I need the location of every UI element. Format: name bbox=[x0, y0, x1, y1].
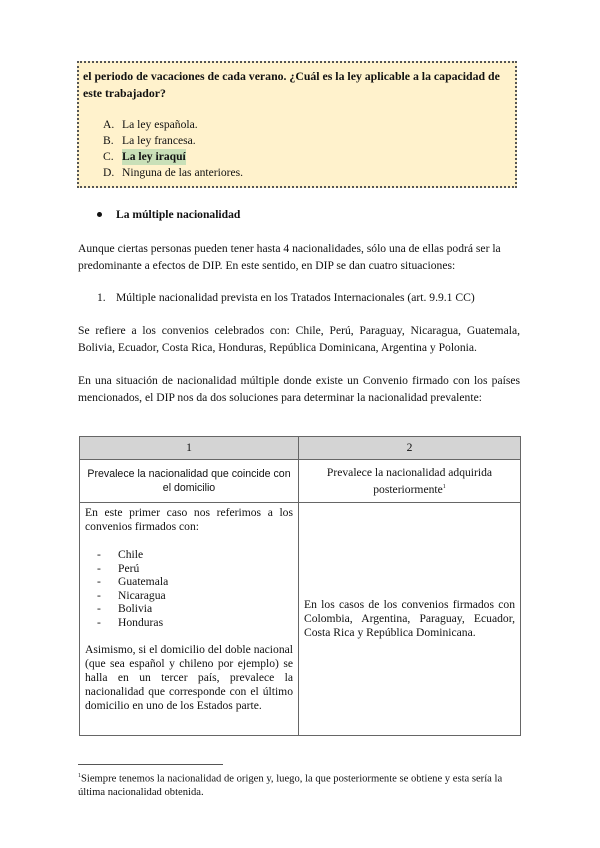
left-cell bbox=[80, 503, 299, 736]
item-text: Múltiple nacionalidad prevista en los Tratados Internacionales (art. 9.9.1 CC) bbox=[116, 291, 475, 304]
left-cell-closing: Asimismo, si el domicilio del doble nacional (que sea español y chileno por ejemplo) se halla en un tercer país, prevalece la nacionalidad que corresponde con el último domicilio en uno de los Estados parte. bbox=[85, 643, 293, 712]
option-label: La ley francesa. bbox=[122, 134, 196, 147]
footnote-number: 1 bbox=[78, 773, 81, 779]
table-header-row bbox=[80, 437, 521, 460]
option-b bbox=[103, 133, 510, 149]
right-cell-text: En los casos de los convenios firmados con Colombia, Argentina, Paraguay, Ecuador, Costa Rica y República Dominicana. bbox=[304, 598, 515, 639]
subheader-cell-2 bbox=[299, 460, 521, 503]
list-item: - Bolivia bbox=[97, 602, 153, 615]
question-box bbox=[77, 61, 517, 188]
section-heading-text: La múltiple nacionalidad bbox=[116, 208, 241, 221]
header-cell-2: 2 bbox=[299, 437, 521, 460]
left-cell-intro: En este primer caso nos referimos a los convenios firmados con: bbox=[85, 506, 293, 533]
option-a bbox=[103, 117, 510, 133]
question-text: el periodo de vacaciones de cada verano. ¿Cuál es la ley aplicable a la capacidad de este trabajador? bbox=[83, 69, 500, 100]
comparison-table bbox=[79, 436, 521, 736]
list-item: - Perú bbox=[97, 561, 140, 575]
country-list bbox=[85, 548, 293, 629]
list-item: - Honduras bbox=[97, 615, 164, 629]
option-label-highlighted: La ley iraquí bbox=[122, 150, 186, 163]
option-label: La ley española. bbox=[122, 118, 198, 131]
footnote-text: Siempre tenemos la nacionalidad de origen y, luego, la que posteriormente se obtiene y esta sería la última nacionalidad obtenida. bbox=[78, 773, 503, 798]
intro-paragraph: Aunque ciertas personas pueden tener hasta 4 nacionalidades, sólo una de ellas podrá ser la predominante a efectos de DIP. En este sentido, en DIP se dan cuatro situaciones: bbox=[78, 242, 501, 272]
option-c bbox=[103, 149, 510, 165]
option-label: Ninguna de las anteriores. bbox=[122, 166, 244, 179]
soluciones-paragraph: En una situación de nacionalidad múltiple donde existe un Convenio firmado con los países mencionados, el DIP nos da dos soluciones para determinar la nacionalidad prevalente: bbox=[78, 374, 520, 404]
header-cell-1: 1 bbox=[80, 437, 299, 460]
list-item: - Nicaragua bbox=[97, 588, 166, 602]
option-letter: C. bbox=[103, 150, 114, 163]
table-subheader-row bbox=[80, 460, 521, 503]
option-d bbox=[103, 165, 510, 181]
option-letter: D. bbox=[103, 166, 115, 179]
item-number: 1. bbox=[97, 291, 106, 304]
list-item: - Chile bbox=[97, 548, 144, 561]
right-cell bbox=[299, 503, 521, 736]
answer-options bbox=[83, 117, 510, 181]
footnote-ref[interactable]: 1 bbox=[442, 483, 446, 490]
section-heading bbox=[97, 208, 240, 221]
footnote bbox=[78, 770, 520, 799]
convenios-paragraph: Se refiere a los convenios celebrados con: Chile, Perú, Paraguay, Nicaragua, Guatemala, Bolivia, Ecuador, Costa Rica, Honduras, República Dominicana, Argentina y Polonia. bbox=[78, 324, 520, 354]
bullet-icon bbox=[97, 212, 102, 217]
option-letter: A. bbox=[103, 118, 115, 131]
list-item: - Guatemala bbox=[97, 575, 169, 588]
subheader-cell-1: Prevalece la nacionalidad que coincide con el domicilio bbox=[80, 460, 299, 503]
option-letter: B. bbox=[103, 134, 114, 147]
subheader-text: Prevalece la nacionalidad adquirida posteriormente bbox=[326, 465, 493, 496]
numbered-item bbox=[97, 291, 475, 304]
table-row bbox=[80, 503, 521, 736]
footnote-separator bbox=[78, 764, 223, 765]
